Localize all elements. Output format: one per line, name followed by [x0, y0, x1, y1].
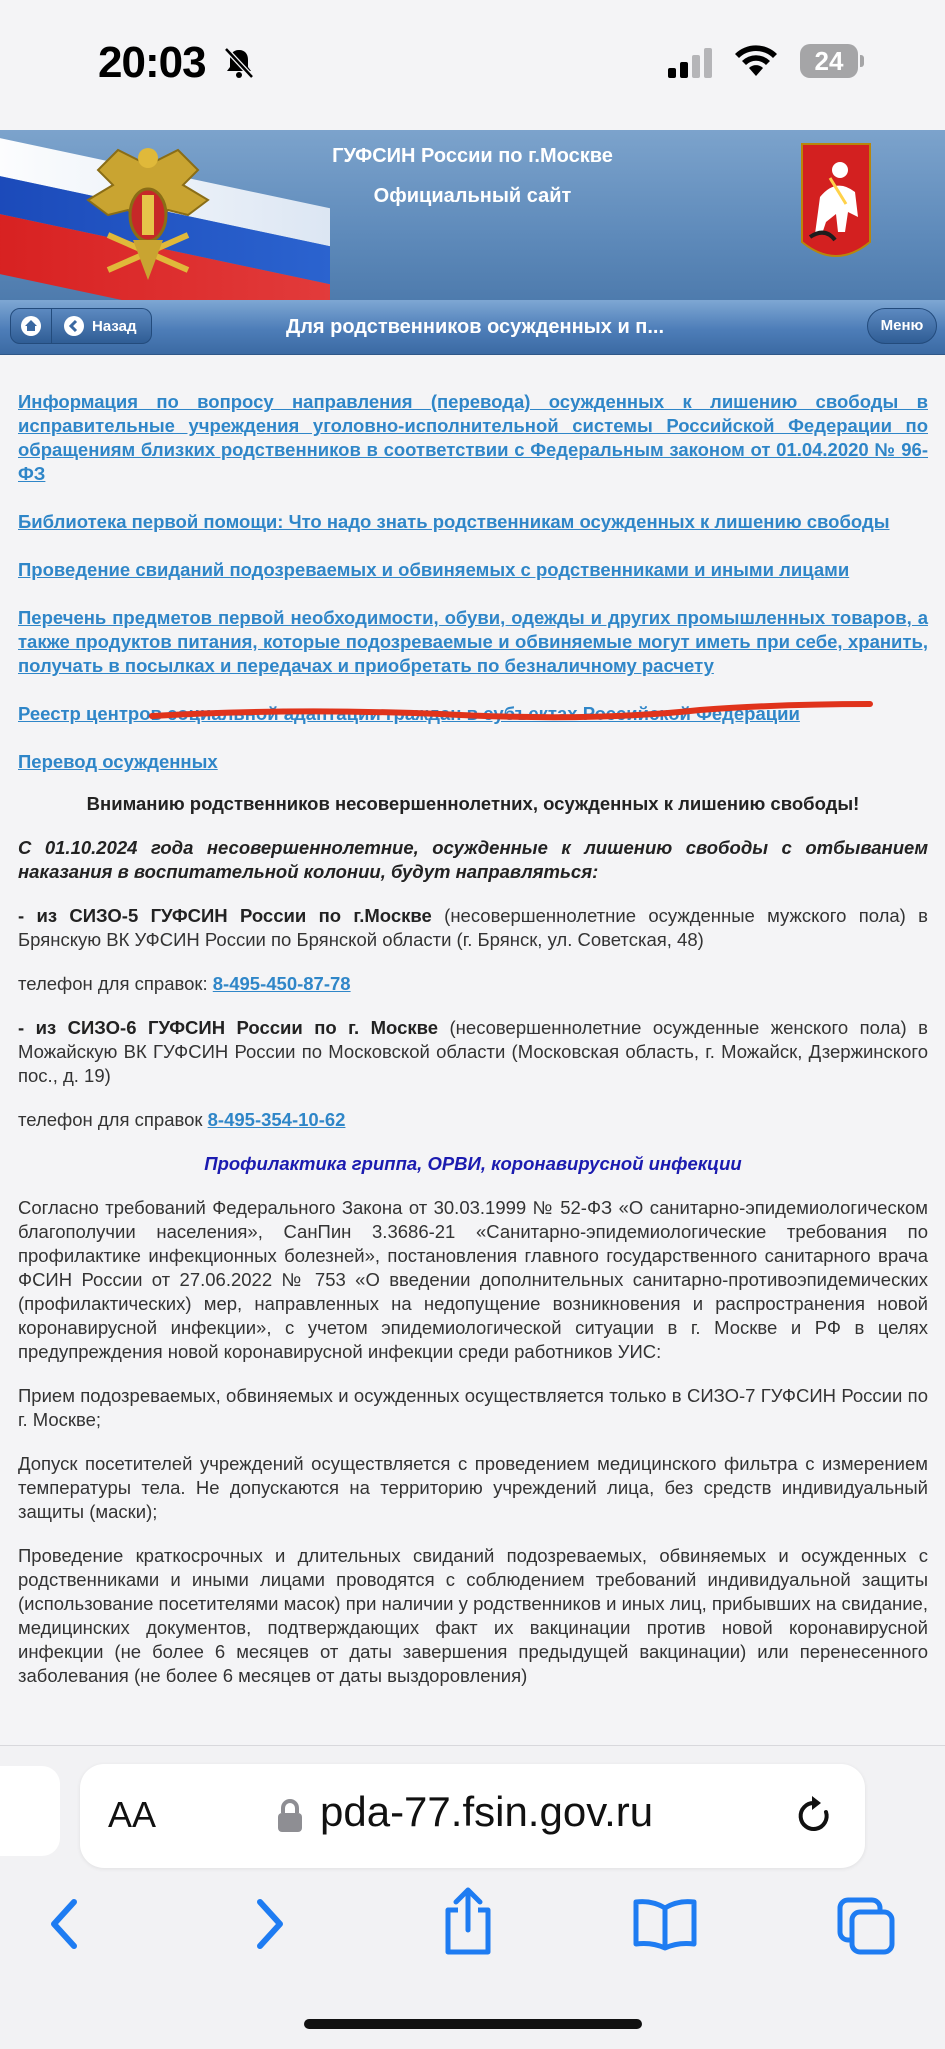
page-title: Для родственников осужденных и п... [285, 316, 665, 338]
text-size-button[interactable] [108, 1794, 156, 1836]
link-first-aid-library[interactable]: Библиотека первой помощи: Что надо знать родственникам осужденных к лишению свободы [18, 511, 890, 532]
phone-1-link[interactable]: 8-495-450-87-78 [212, 973, 351, 994]
text-size-label: AA [108, 1794, 157, 1835]
flu-paragraph-2: Прием подозреваемых, обвиняемых и осужденных осуществляется только в СИЗО-7 ГУФСИН России по г. Москве; [18, 1385, 928, 1430]
share-icon[interactable] [440, 1886, 496, 1958]
link-convict-transfer[interactable]: Перевод осужденных [18, 751, 218, 772]
flu-heading: Профилактика гриппа, ОРВИ, коронавирусной инфекции [204, 1153, 742, 1174]
link-items-list[interactable]: Перечень предметов первой необходимости, обуви, одежды и других промышленных товаров, а также продуктов питания, которые подозреваемые и обвиняемые могут иметь при себе, хранить, получать в посылках и передачах и приобретать по безналичному расчету [18, 607, 928, 676]
moscow-coat-of-arms-icon [800, 142, 872, 272]
forward-nav-icon[interactable] [248, 1894, 292, 1954]
browser-bottom-bar [0, 1745, 945, 2049]
notice-item-2-title: - из СИЗО-6 ГУФСИН России по г. Москве [18, 1017, 439, 1038]
home-icon [11, 309, 51, 343]
fsin-emblem-icon [78, 140, 218, 290]
cellular-signal-icon [668, 48, 718, 78]
notice-item-1 [18, 904, 928, 952]
address-bar[interactable] [80, 1764, 865, 1868]
phone-2-label: телефон для справок [18, 1109, 208, 1130]
notice-item-1-text: (несовершеннолетние осужденные мужского пола) в Брянскую ВК УФСИН России по Брянской области (г. Брянск, ул. Советская, 48) [18, 905, 929, 950]
wifi-icon [733, 44, 779, 78]
link-adaptation-centers[interactable]: Реестр центров социальной адаптации граждан в субъектах Российской Федерации [18, 703, 800, 724]
bookmarks-icon[interactable] [632, 1896, 698, 1952]
reload-icon[interactable] [790, 1792, 838, 1840]
notice-phone-2 [18, 1108, 928, 1132]
tabs-icon[interactable] [836, 1896, 898, 1956]
back-button-label: Назад [92, 318, 137, 335]
back-arrow-icon [64, 316, 84, 336]
lock-icon [276, 1798, 304, 1834]
site-header [0, 130, 945, 300]
status-time: 20:03 [98, 38, 206, 87]
phone-1-label: телефон для справок: [18, 973, 213, 994]
status-bar [0, 0, 945, 130]
flu-paragraph-4: Проведение краткосрочных и длительных свиданий подозреваемых, обвиняемых и осужденных с родственниками и иными лицами проводятся с соблюдением требований индивидуальной защиты (использование посетителями масок) при наличии у родственников и иных лиц, прибывших на свидание, медицинских документов, подтверждающих факт их вакцинации против новой коронавирусной инфекции (не более 6 месяцев от даты завершения предыдущей вакцинации) или перенесенного заболевания (не более 6 месяцев от даты выздоровления) [18, 1545, 928, 1686]
nav-bar [0, 300, 945, 355]
phone-2-link[interactable]: 8-495-354-10-62 [207, 1109, 346, 1130]
previous-tab-preview[interactable] [0, 1766, 60, 1856]
notice-heading: Вниманию родственников несовершеннолетних, осужденных к лишению свободы! [86, 793, 860, 814]
site-title: ГУФСИН России по г.Москве [332, 145, 613, 167]
bell-slash-icon [222, 46, 256, 80]
flu-paragraph-3: Допуск посетителей учреждений осуществляется с проведением медицинского фильтра с измерением температуры тела. Не допускаются на территорию учреждений лица, без средств индивидуальный защиты (маски); [18, 1453, 928, 1522]
back-button[interactable] [52, 308, 152, 344]
notice-phone-1 [18, 972, 928, 996]
url-text: pda-77.fsin.gov.ru [320, 1788, 654, 1835]
home-button[interactable] [10, 308, 52, 344]
page-content [18, 390, 928, 1708]
battery-icon: 24 [800, 44, 858, 78]
notice-item-2 [18, 1016, 928, 1088]
flu-paragraph-1: Согласно требований Федерального Закона от 30.03.1999 № 52-ФЗ «О санитарно-эпидемиологическом благополучии населения», СанПин 3.3686-21 «Санитарно-эпидемиологические требования по профилактике инфекционных болезней», постановления главного государственного санитарного врача ФСИН России от 27.06.2022 № 753 «О введении дополнительных санитарно-противоэпидемических (профилактических) мер, направленных на недопущение возникновения и распространения новой коронавирусной инфекции», с учетом эпидемиологической ситуации в г. Москве и РФ в целях предупреждения новой коронавирусной инфекции среди работников УИС: [18, 1197, 928, 1362]
home-indicator [304, 2019, 642, 2029]
link-visits[interactable]: Проведение свиданий подозреваемых и обвиняемых с родственниками и иными лицами [18, 559, 850, 580]
red-underline-annotation [140, 690, 880, 730]
notice-item-2-text: (несовершеннолетние осужденные женского пола) в Можайскую ВК ГУФСИН России по Московской области (Московская область, г. Можайск, Дзержинского пос., д. 19) [18, 1017, 928, 1086]
notice-item-1-title: - из СИЗО-5 ГУФСИН России по г.Москве [18, 905, 432, 926]
link-transfer-info[interactable]: Информация по вопросу направления (перевода) осужденных к лишению свободы в исправительные учреждения уголовно-исполнительной системы Российской Федерации по обращениям близких родственников в соответствии с Федеральным законом от 01.04.2020 № 96-ФЗ [18, 391, 928, 484]
menu-button[interactable]: Меню [867, 308, 937, 344]
notice-intro: С 01.10.2024 года несовершеннолетние, осужденные к лишению свободы с отбыванием наказания в воспитательной колонии, будут направляться: [18, 837, 928, 882]
battery-tip [860, 55, 864, 67]
site-subtitle: Официальный сайт [373, 185, 572, 207]
back-nav-icon[interactable] [42, 1894, 86, 1954]
